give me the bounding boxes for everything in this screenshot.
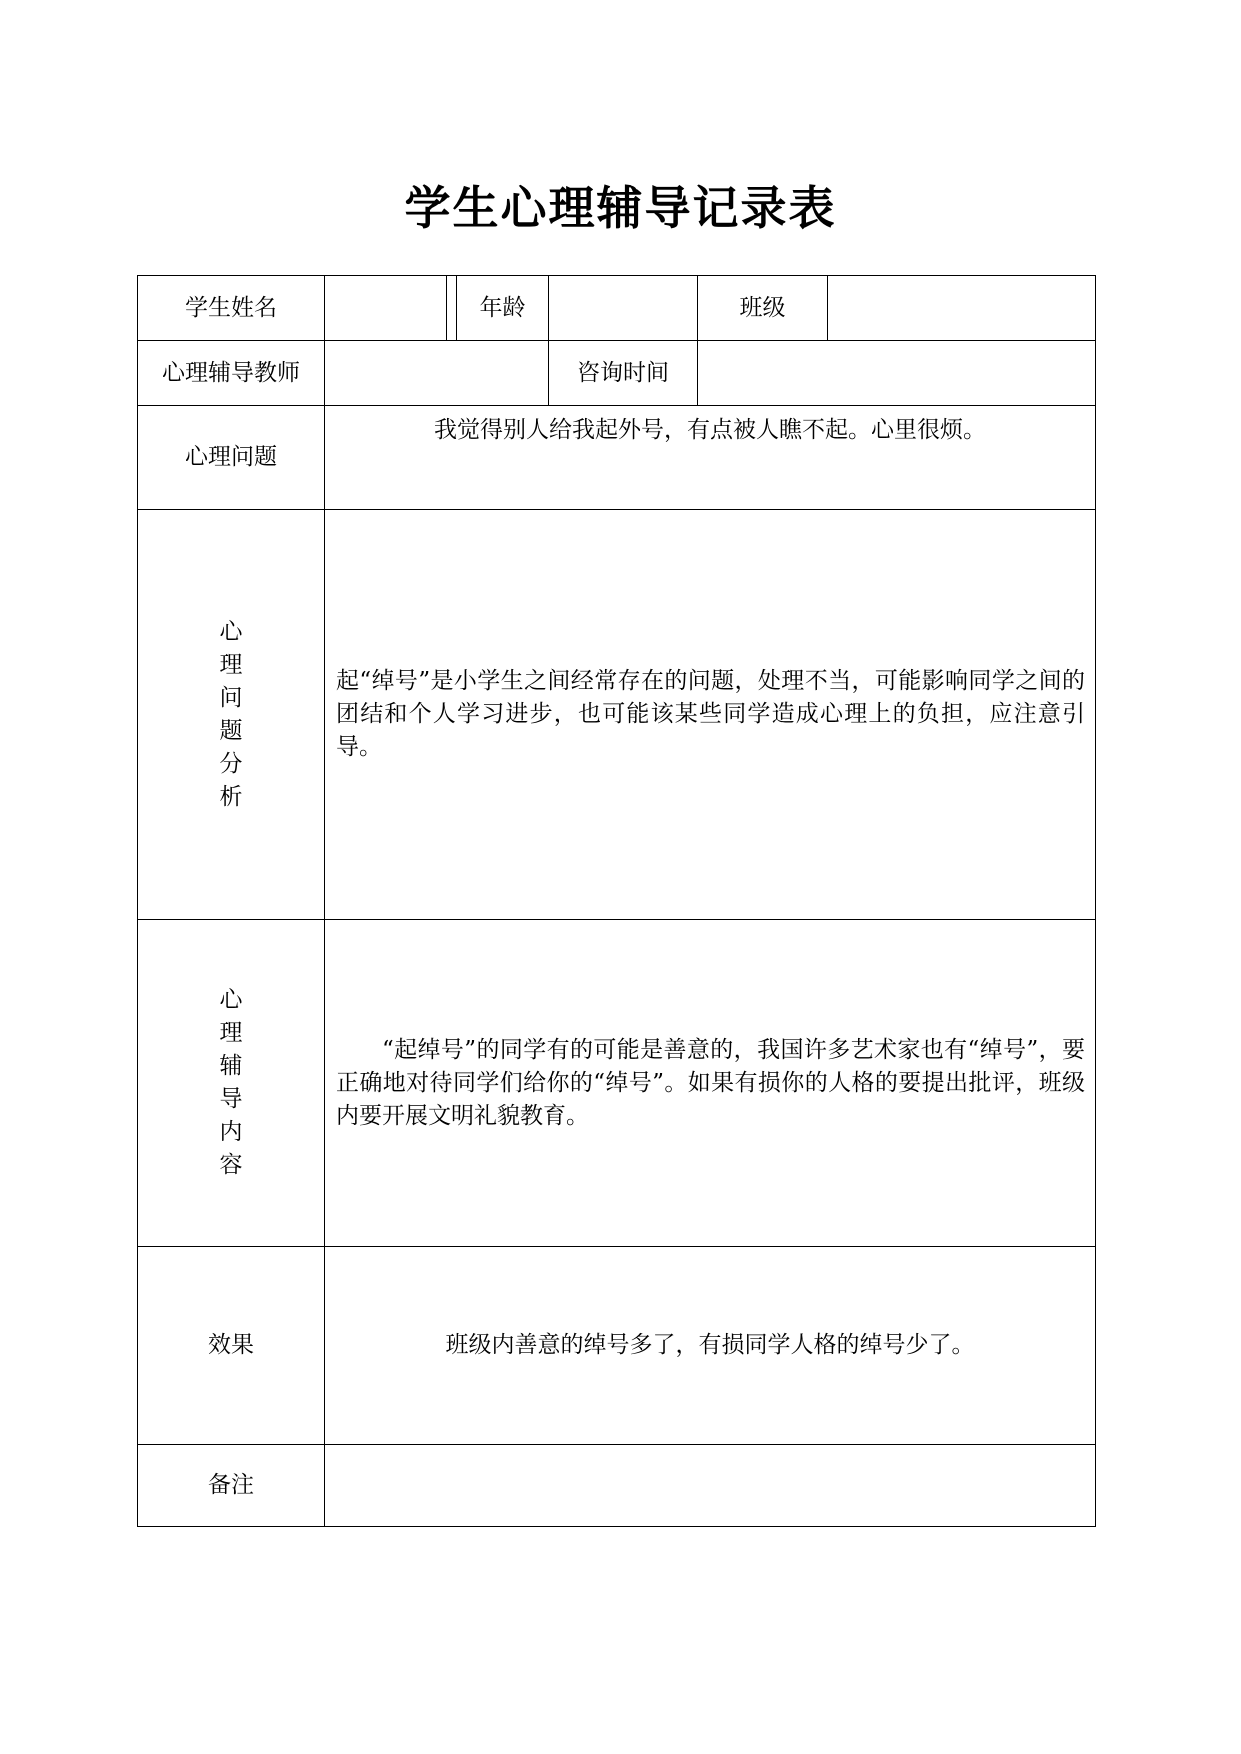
row-problem	[138, 406, 1096, 510]
counseling-record-table	[137, 275, 1096, 1527]
analysis-text: 起“绰号”是小学生之间经常存在的问题，处理不当，可能影响同学之间的团结和个人学习进步，也可能该某些同学造成心理上的负担，应注意引导。	[336, 668, 1085, 761]
student-name-label: 学生姓名	[138, 276, 325, 341]
row-effect	[138, 1246, 1096, 1444]
effect-label: 效果	[138, 1246, 325, 1444]
counseling-text: “起绰号”的同学有的可能是善意的，我国许多艺术家也有“绰号”，要正确地对待同学们给你的“绰号”。如果有损你的人格的要提出批评，班级内要开展文明礼貌教育。	[336, 1036, 1085, 1129]
row-student-info	[138, 276, 1096, 341]
row-remarks	[138, 1444, 1096, 1526]
age-field[interactable]	[549, 276, 698, 341]
student-name-field[interactable]	[325, 276, 447, 341]
teacher-field[interactable]	[325, 341, 549, 406]
row-analysis	[138, 510, 1096, 920]
consult-time-label: 咨询时间	[549, 341, 698, 406]
counseling-label-cell	[138, 920, 325, 1246]
consult-time-field[interactable]	[698, 341, 1096, 406]
age-label: 年龄	[457, 276, 549, 341]
problem-label: 心理问题	[138, 406, 325, 510]
analysis-cell	[325, 510, 1096, 920]
remarks-field[interactable]	[325, 1444, 1096, 1526]
analysis-label: 心理问题分析	[219, 618, 243, 810]
class-field[interactable]	[828, 276, 1096, 341]
counseling-cell	[325, 920, 1096, 1246]
class-label: 班级	[698, 276, 828, 341]
row-teacher-info	[138, 341, 1096, 406]
problem-text: 我觉得别人给我起外号，有点被人瞧不起。心里很烦。	[325, 406, 1096, 510]
analysis-label-cell	[138, 510, 325, 920]
spacer-cell	[447, 276, 457, 341]
counseling-label: 心理辅导内容	[219, 987, 243, 1179]
remarks-label: 备注	[138, 1444, 325, 1526]
page-title: 学生心理辅导记录表	[404, 181, 837, 235]
effect-text: 班级内善意的绰号多了，有损同学人格的绰号少了。	[325, 1246, 1096, 1444]
row-counseling	[138, 920, 1096, 1246]
teacher-label: 心理辅导教师	[138, 341, 325, 406]
